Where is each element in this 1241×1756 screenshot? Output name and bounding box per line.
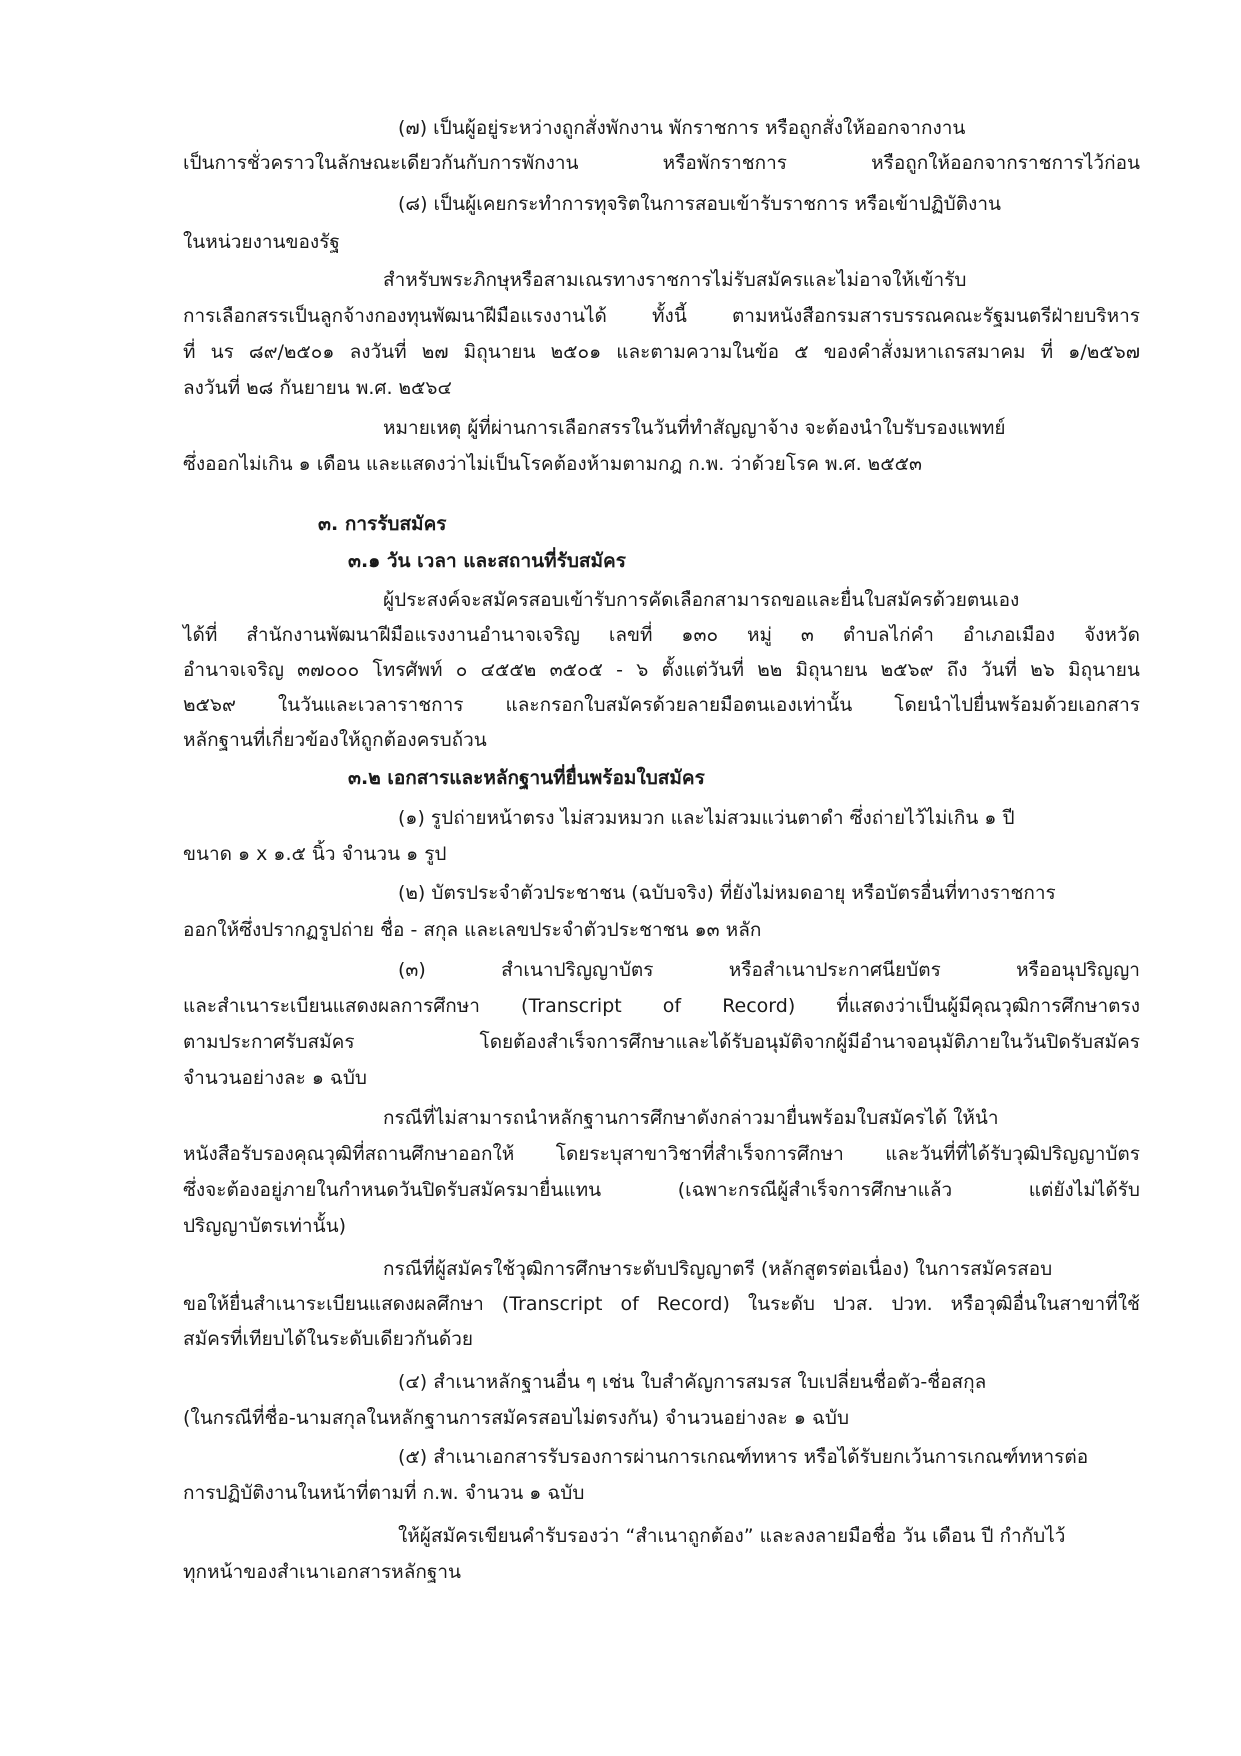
- doc-item-3-line-4: จำนวนอย่างละ ๑ ฉบับ: [183, 1067, 367, 1089]
- item-7-line-1: (๗) เป็นผู้อยู่ระหว่างถูกสั่งพักงาน พักราชการ หรือถูกสั่งให้ออกจากงาน: [398, 117, 966, 139]
- section-3-heading: ๓. การรับสมัคร: [318, 513, 447, 535]
- case-2-line-2: ขอให้ยื่นสำเนาระเบียนแสดงผลศึกษา (Transcript of Record) ในระดับ ปวส. ปวท. หรือวุฒิอื่นในสาขาที่ใช้: [183, 1293, 1140, 1315]
- doc-item-3-line-1: (๓) สำเนาปริญญาบัตร หรือสำเนาประกาศนียบัตร หรืออนุปริญญา: [398, 959, 1140, 981]
- doc-item-5-line-1: (๕) สำเนาเอกสารรับรองการผ่านการเกณฑ์ทหาร หรือได้รับยกเว้นการเกณฑ์ทหารต่อ: [398, 1446, 1089, 1468]
- item-8-line-2: ในหน่วยงานของรัฐ: [183, 231, 340, 253]
- case-1-line-3: ซึ่งจะต้องอยู่ภายในกำหนดวันปิดรับสมัครมายื่นแทน (เฉพาะกรณีผู้สำเร็จการศึกษาแล้ว แต่ยังไม่ได้รับ: [183, 1179, 1140, 1201]
- doc-item-1-line-1: (๑) รูปถ่ายหน้าตรง ไม่สวมหมวก และไม่สวมแว่นตาดำ ซึ่งถ่ายไว้ไม่เกิน ๑ ปี: [398, 807, 1015, 829]
- doc-item-5-line-2: การปฏิบัติงานในหน้าที่ตามที่ ก.พ. จำนวน ๑ ฉบับ: [183, 1482, 585, 1504]
- monk-paragraph-line-1: สำหรับพระภิกษุหรือสามเณรทางราชการไม่รับสมัครและไม่อาจให้เข้ารับ: [383, 269, 967, 291]
- monk-paragraph-line-2: การเลือกสรรเป็นลูกจ้างกองทุนพัฒนาฝีมือแรงงานได้ ทั้งนี้ ตามหนังสือกรมสารบรรณคณะรัฐมนตรีฝ่ายบริหาร: [183, 305, 1140, 327]
- certify-line-1: ให้ผู้สมัครเขียนคำรับรองว่า “สำเนาถูกต้อง” และลงลายมือชื่อ วัน เดือน ปี กำกับไว้: [398, 1525, 1066, 1547]
- section-3-1-heading: ๓.๑ วัน เวลา และสถานที่รับสมัคร: [348, 550, 626, 572]
- doc-item-2-line-1: (๒) บัตรประจำตัวประชาชน (ฉบับจริง) ที่ยังไม่หมดอายุ หรือบัตรอื่นที่ทางราชการ: [398, 882, 1056, 904]
- certify-line-2: ทุกหน้าของสำเนาเอกสารหลักฐาน: [183, 1561, 461, 1583]
- doc-item-3-line-3: ตามประกาศรับสมัคร โดยต้องสำเร็จการศึกษาและได้รับอนุมัติจากผู้มีอำนาจอนุมัติภายในวันปิดรับสมัคร: [183, 1031, 1140, 1053]
- case-1-line-1: กรณีที่ไม่สามารถนำหลักฐานการศึกษาดังกล่าวมายื่นพร้อมใบสมัครได้ ให้นำ: [383, 1107, 999, 1129]
- section-3-1-line-4: ๒๕๖๙ ในวันและเวลาราชการ และกรอกใบสมัครด้วยลายมือตนเองเท่านั้น โดยนำไปยื่นพร้อมด้วยเอกสาร: [183, 694, 1140, 716]
- note-line-2: ซึ่งออกไม่เกิน ๑ เดือน และแสดงว่าไม่เป็นโรคต้องห้ามตามกฎ ก.พ. ว่าด้วยโรค พ.ศ. ๒๕๕๓: [183, 453, 922, 475]
- doc-item-4-line-1: (๔) สำเนาหลักฐานอื่น ๆ เช่น ใบสำคัญการสมรส ใบเปลี่ยนชื่อตัว-ชื่อสกุล: [398, 1371, 987, 1393]
- case-2-line-1: กรณีที่ผู้สมัครใช้วุฒิการศึกษาระดับปริญญาตรี (หลักสูตรต่อเนื่อง) ในการสมัครสอบ: [383, 1258, 1053, 1280]
- note-line-1: หมายเหตุ ผู้ที่ผ่านการเลือกสรรในวันที่ทำสัญญาจ้าง จะต้องนำใบรับรองแพทย์: [383, 417, 1006, 439]
- monk-paragraph-line-4: ลงวันที่ ๒๘ กันยายน พ.ศ. ๒๕๖๔: [183, 377, 452, 399]
- doc-item-3-line-2: และสำเนาระเบียนแสดงผลการศึกษา (Transcript of Record) ที่แสดงว่าเป็นผู้มีคุณวุฒิการศึกษาตรง: [183, 995, 1140, 1017]
- doc-item-4-line-2: (ในกรณีที่ชื่อ-นามสกุลในหลักฐานการสมัครสอบไม่ตรงกัน) จำนวนอย่างละ ๑ ฉบับ: [183, 1407, 850, 1429]
- section-3-1-line-1: ผู้ประสงค์จะสมัครสอบเข้ารับการคัดเลือกสามารถขอและยื่นใบสมัครด้วยตนเอง: [383, 589, 1020, 611]
- case-1-line-2: หนังสือรับรองคุณวุฒิที่สถานศึกษาออกให้ โดยระบุสาขาวิชาที่สำเร็จการศึกษา และวันที่ที่ได้รับวุฒิปริญญาบัตร: [183, 1143, 1140, 1165]
- doc-item-2-line-2: ออกให้ซึ่งปรากฏรูปถ่าย ชื่อ - สกุล และเลขประจำตัวประชาชน ๑๓ หลัก: [183, 919, 762, 941]
- section-3-1-line-2: ได้ที่ สำนักงานพัฒนาฝีมือแรงงานอำนาจเจริญ เลขที่ ๑๓๐ หมู่ ๓ ตำบลไก่คำ อำเภอเมือง จังหวัด: [183, 624, 1140, 646]
- section-3-2-heading: ๓.๒ เอกสารและหลักฐานที่ยื่นพร้อมใบสมัคร: [348, 767, 705, 789]
- case-2-line-3: สมัครที่เทียบได้ในระดับเดียวกันด้วย: [183, 1328, 474, 1350]
- monk-paragraph-line-3: ที่ นร ๘๙/๒๕๐๑ ลงวันที่ ๒๗ มิถุนายน ๒๕๐๑ และตามความในข้อ ๕ ของคำสั่งมหาเถรสมาคม ที่ ๑/๒๕๖๗: [183, 341, 1140, 363]
- section-3-1-line-5: หลักฐานที่เกี่ยวข้องให้ถูกต้องครบถ้วน: [183, 729, 487, 751]
- item-7-line-2: เป็นการชั่วคราวในลักษณะเดียวกันกับการพักงาน หรือพักราชการ หรือถูกให้ออกจากราชการไว้ก่อน: [183, 152, 1140, 174]
- item-8-line-1: (๘) เป็นผู้เคยกระทำการทุจริตในการสอบเข้ารับราชการ หรือเข้าปฏิบัติงาน: [398, 193, 1001, 215]
- section-3-1-line-3: อำนาจเจริญ ๓๗๐๐๐ โทรศัพท์ ๐ ๔๕๕๒ ๓๕๐๕ - ๖ ตั้งแต่วันที่ ๒๒ มิถุนายน ๒๕๖๙ ถึง วันที่ ๒๖ มิถุนายน: [183, 659, 1140, 681]
- doc-item-1-line-2: ขนาด ๑ x ๑.๕ นิ้ว จำนวน ๑ รูป: [183, 843, 447, 865]
- case-1-line-4: ปริญญาบัตรเท่านั้น): [183, 1215, 346, 1237]
